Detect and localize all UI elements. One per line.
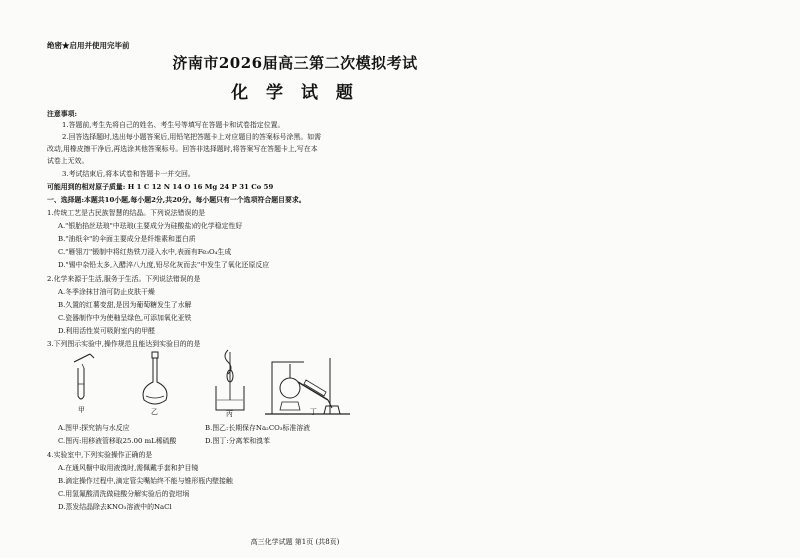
atomic-masses: 可能用到的相对原子质量: H 1 C 12 N 14 O 16 Mg 24 P 31 Co 59 bbox=[47, 183, 274, 191]
apparatus-jia-icon bbox=[74, 354, 94, 399]
fig-label-jia: 甲 bbox=[78, 406, 85, 414]
exam-title: 济南市2026届高三第二次模拟考试 bbox=[172, 54, 418, 72]
q1-option-b: B."油纸伞"的伞面主要成分是纤维素和蛋白质 bbox=[58, 235, 196, 243]
notice-item-2-line-1: 2.回答选择题时,选出每小题答案后,用铅笔把答题卡上对应题目的答案标号涂黑。如需 bbox=[62, 133, 322, 141]
q2-stem: 2.化学来源于生活,服务于生活。下列说法错误的是 bbox=[47, 275, 201, 283]
fig-label-ding: 丁 bbox=[310, 408, 317, 416]
apparatus-bing-icon bbox=[216, 350, 244, 410]
q3-option-b: B.图乙:长期保存Na₂CO₃标准溶液 bbox=[205, 424, 311, 432]
section-1-header: 一、选择题:本题共10小题,每小题2分,共20分。每小题只有一个选项符合题目要求。 bbox=[47, 196, 306, 204]
fig-label-yi: 乙 bbox=[151, 408, 158, 416]
q2-option-c: C.瓷器制作中为使釉呈绿色,可添加氧化亚铁 bbox=[58, 314, 192, 322]
q3-option-d: D.图丁:分离苯和溴苯 bbox=[205, 437, 270, 445]
q2-option-b: B.久置的红薯变甜,是因为葡萄糖发生了水解 bbox=[58, 301, 192, 309]
fig-label-bing: 丙 bbox=[226, 410, 233, 418]
apparatus-yi-icon bbox=[143, 352, 167, 404]
q2-option-d: D.利用活性炭可吸附室内的甲醛 bbox=[58, 327, 156, 335]
q4-stem: 4.实验室中,下列实验操作正确的是 bbox=[47, 451, 153, 459]
notice-item-1: 1.答题前,考生先将自己的姓名、考生号等填写在答题卡和试卷指定位置。 bbox=[62, 121, 285, 129]
notice-item-2-line-3: 试卷上无效。 bbox=[47, 157, 89, 165]
q1-option-d: D."锡中杂铅太多,入醋淬八九度,铅尽化灰而去"中发生了氧化还原反应 bbox=[58, 261, 270, 269]
q4-option-b: B.滴定操作过程中,滴定管尖嘴始终不能与锥形瓶内壁接触 bbox=[58, 477, 233, 485]
q2-option-a: A.冬季涂抹甘油可防止皮肤干燥 bbox=[58, 288, 155, 296]
q1-option-c: C."雁翎刀"锻制中将红热铁刀浸入水中,表面有Fe₃O₄生成 bbox=[58, 248, 232, 256]
q4-option-d: D.蒸发结晶除去KNO₃溶液中的NaCl bbox=[58, 503, 172, 511]
subject-title: 化 学 试 题 bbox=[231, 83, 359, 103]
q1-stem: 1.传统工艺是古民族智慧的结晶。下列说法错误的是 bbox=[47, 209, 206, 217]
secret-mark: 绝密★启用并使用完毕前 bbox=[47, 41, 130, 50]
q1-option-a: A."银胎掐丝珐琅"中珐琅(主要成分为硅酸盐)的化学稳定性好 bbox=[58, 222, 243, 230]
apparatus-ding-icon bbox=[265, 358, 350, 414]
q4-option-a: A.在通风橱中取用液溴时,需佩戴手套和护目镜 bbox=[58, 464, 199, 472]
q3-option-a: A.图甲:探究钠与水反应 bbox=[58, 424, 130, 432]
notice-item-2-line-2: 改动,用橡皮擦干净后,再选涂其他答案标号。回答非选择题时,将答案写在答题卡上,写在本 bbox=[47, 145, 318, 153]
notice-title: 注意事项: bbox=[47, 110, 78, 118]
q3-stem: 3.下列图示实验中,操作规范且能达到实验目的的是 bbox=[47, 340, 201, 348]
q3-option-c: C.图丙:用移液管移取25.00 mL稀硫酸 bbox=[58, 437, 177, 445]
notice-item-3: 3.考试结束后,将本试卷和答题卡一并交回。 bbox=[62, 170, 195, 178]
q4-option-c: C.用氢氟酸清洗做硅酸分解实验后的瓷坩埚 bbox=[58, 490, 190, 498]
q3-apparatus-figure bbox=[60, 348, 360, 418]
page-footer: 高三化学试题 第1页 (共8页) bbox=[250, 538, 340, 546]
